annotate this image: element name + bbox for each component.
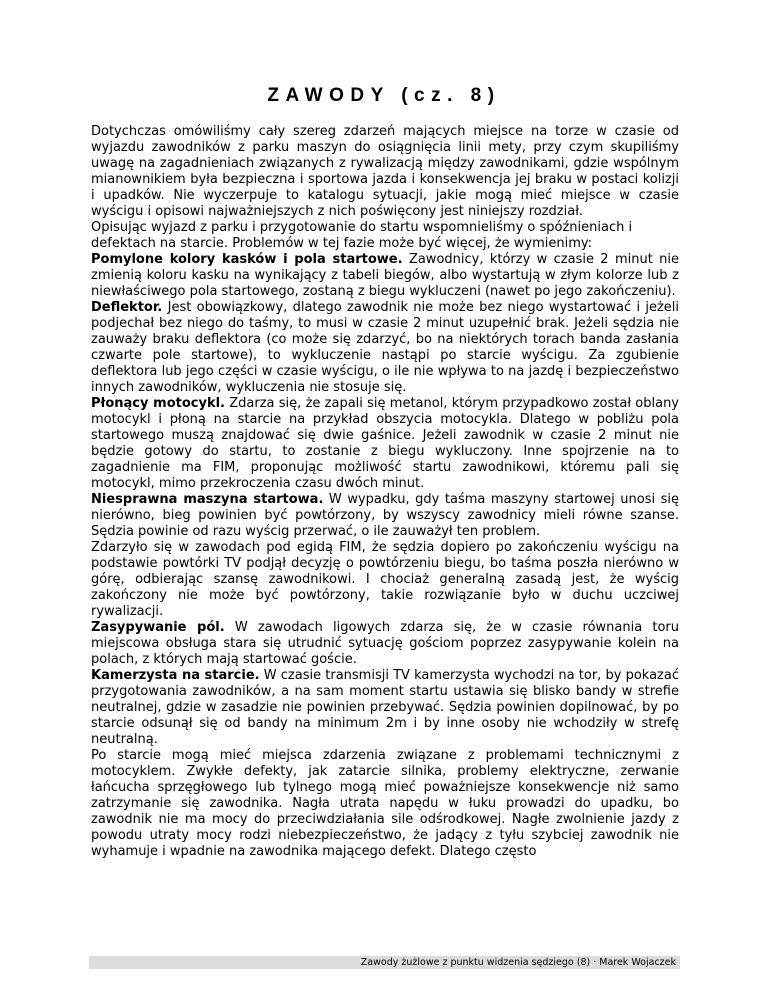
paragraph-text: W czasie transmisji TV kamerzysta wychodzi na tor, by pokazać przygotowania zawodników, a na sam moment startu ustawia się blisko bandy w strefie neutralnej, gdzie w zasadzie nie powinien przebywać. Sędzia powinien dopilnować, by po starcie odsunął się od bandy na minimum 2m i by inne osoby nie wchodziły w strefę neutralną. [91, 668, 679, 747]
article-body [91, 124, 679, 860]
paragraph-start-problems [91, 220, 679, 252]
paragraph-technical-defects [91, 748, 679, 860]
paragraph-text: Zdarzyło się w zawodach pod egidą FIM, że sędzia dopiero po zakończeniu wyścigu na podstawie powtórki TV podjął decyzję o powtórzeniu biegu, bo taśma poszła nierówno w górę, odbierając szansę zawodnikowi. I chociaż generalną zasadą jest, że wyścig zakończony nie może być powtórzony, takie rozwiązanie było w duchu uczciwej rywalizacji. [91, 540, 679, 619]
paragraph-lead: Deflektor. [91, 300, 163, 315]
paragraph-starting-gate [91, 492, 679, 540]
paragraph-text: Zdarza się, że zapali się metanol, którym przypadkowo został oblany motocykl i płoną na starcie na przykład obszycia motocykla. Dlatego w pobliżu pola startowego muszą znajdować się dwie gaśnice. Jeżeli zawodnik w czasie 2 minut nie będzie gotowy do startu, to zostanie z biegu wykluczony. Inne spojrzenie na to zagadnienie ma FIM, proponując możliwość startu zawodnikowi, któremu pali się motocykl, mimo przekroczenia czasu dwóch minut. [91, 396, 679, 491]
page-footer [89, 956, 680, 969]
paragraph-text: Dotychczas omówiliśmy cały szereg zdarzeń mających miejsce na torze w czasie od wyjazdu zawodników z parku maszyn do osiągnięcia linii mety, przy czym skupiliśmy uwagę na zagadnieniach związanych z rywalizacją między zawodnikami, gdzie wspólnym mianownikiem była bezpieczna i sportowa jazda i konsekwencja jej braku w postaci kolizji i upadków. Nie wyczerpuje to katalogu sytuacji, jakie mogą mieć miejsce w czasie wyścigu i opisowi najważniejszych z nich poświęcony jest niniejszy rozdział. [91, 124, 679, 219]
paragraph-deflector [91, 300, 679, 396]
paragraph-lead: Płonący motocykl. [91, 396, 225, 411]
paragraph-helmet-colors [91, 252, 679, 300]
paragraph-cameraman [91, 668, 679, 748]
paragraph-fim-example [91, 540, 679, 620]
footer-text: Zawody żużlowe z punktu widzenia sędziego (8) · Marek Wojaczek [360, 957, 676, 968]
paragraph-text: W zawodach ligowych zdarza się, że w czasie równania toru miejscowa obsługa stara się utrudnić sytuację gościom poprzez zasypywanie kolein na polach, z których mają startować goście. [91, 620, 679, 667]
paragraph-covering-fields [91, 620, 679, 668]
paragraph-lead: Zasypywanie pól. [91, 620, 225, 635]
paragraph-text: W wypadku, gdy taśma maszyny startowej unosi się nierówno, bieg powinien być powtórzony, by wszyscy zawodnicy mieli równe szanse. Sędzia powinie od razu wyścig przerwać, o ile zauważył ten problem. [91, 492, 679, 539]
paragraph-text: Zawodnicy, którzy w czasie 2 minut nie zmienią koloru kasku na wynikający z tabeli biegów, albo wystartują w złym kolorze lub z niewłaściwego pola startowego, zostaną z biegu wykluczeni (nawet po jego zakończeniu). [91, 252, 679, 299]
paragraph-text: Po starcie mogą mieć miejsca zdarzenia związane z problemami technicznymi z motocyklem. Zwykłe defekty, jak zatarcie silnika, problemy elektryczne, zerwanie łańcucha sprzęgłowego lub tylnego mogą mieć poważniejsze konsekwencje niż samo zatrzymanie się zawodnika. Nagła utrata napędu w łuku prowadzi do upadku, bo zawodnik nie ma mocy do przeciwdziałania sile odśrodkowej. Nagłe zwolnienie jazdy z powodu utraty mocy rodzi niebezpieczeństwo, że jadący z tyłu szybciej zawodnik nie wyhamuje i wpadnie na zawodnika mającego defekt. Dlatego często [91, 748, 679, 859]
paragraph-intro [91, 124, 679, 220]
page-title: ZAWODY (cz. 8) [267, 85, 501, 106]
paragraph-text: Opisując wyjazd z parku i przygotowanie do startu wspomnieliśmy o spóźnieniach i defektach na starcie. Problemów w tej fazie może być więcej, że wymienimy: [91, 220, 633, 251]
paragraph-lead: Niesprawna maszyna startowa. [91, 492, 324, 507]
paragraph-lead: Kamerzysta na starcie. [91, 668, 260, 683]
paragraph-lead: Pomylone kolory kasków i pola startowe. [91, 252, 403, 267]
paragraph-text: Jest obowiązkowy, dlatego zawodnik nie może bez niego wystartować i jeżeli podjechał bez niego do taśmy, to musi w czasie 2 minut uzupełnić brak. Jeżeli sędzia nie zauważy braku deflektora (co może się zdarzyć, bo na niektórych torach banda zasłania czwarte pole startowe), to wykluczenie nastąpi po starcie wyścigu. Za zgubienie deflektora lub jego części w czasie wyścigu, o ile nie wpływa to na jazdę i bezpieczeństwo innych zawodników, wykluczenia nie stosuje się. [91, 300, 679, 395]
paragraph-burning-bike [91, 396, 679, 492]
